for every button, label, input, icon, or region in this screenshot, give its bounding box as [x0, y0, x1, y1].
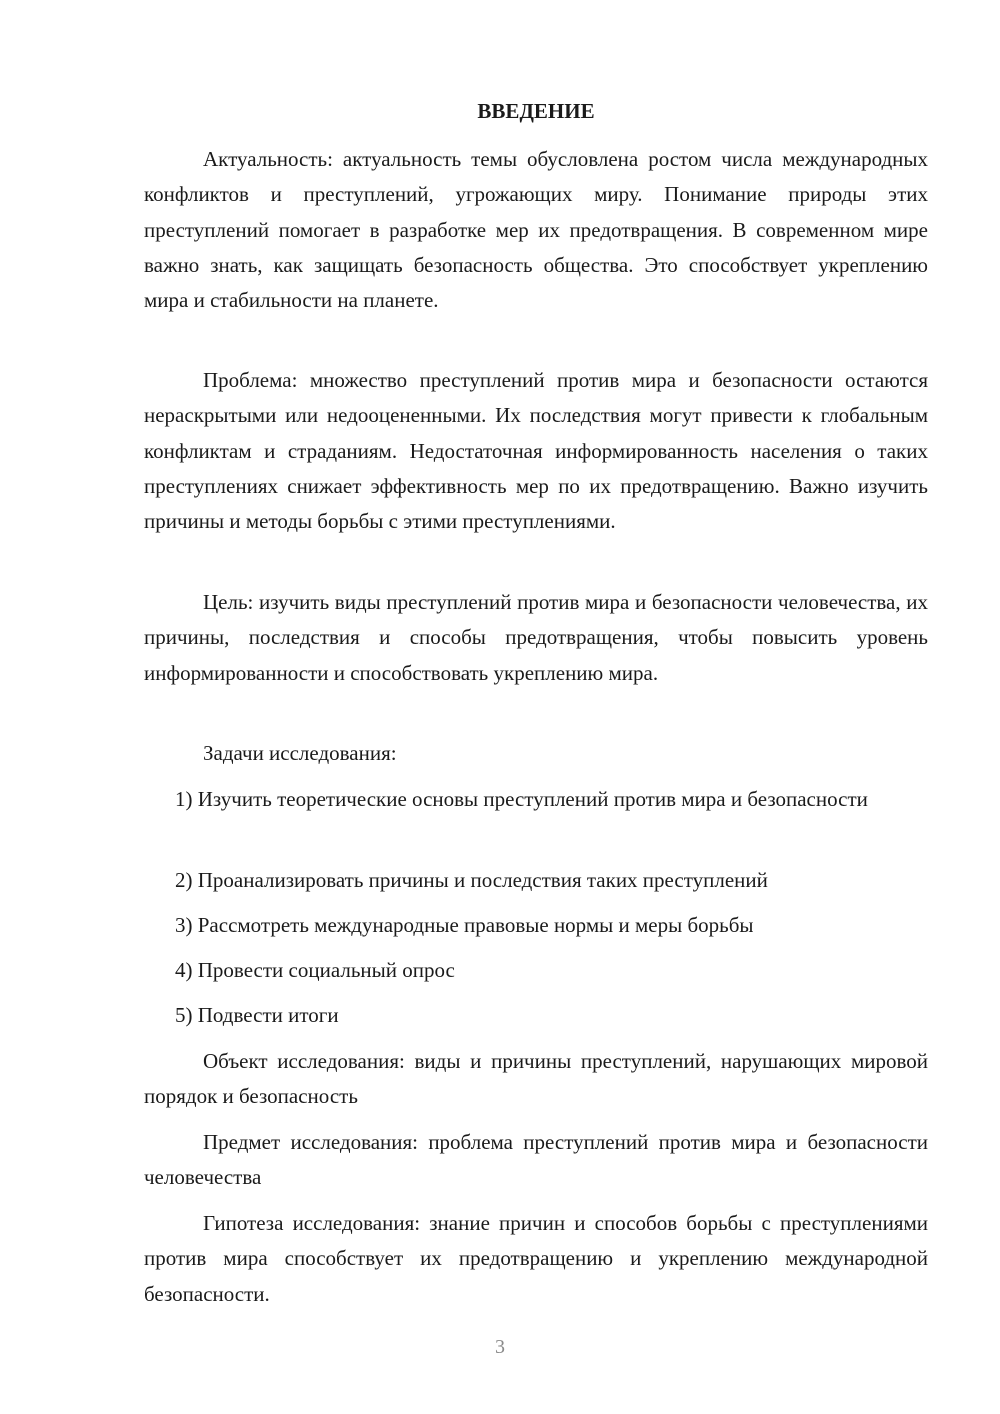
task-item: 5) Подвести итоги	[175, 1003, 339, 1027]
tasks-heading: Задачи исследования:	[203, 741, 397, 765]
task-item: 1) Изучить теоретические основы преступлений против мира и безопасности	[175, 787, 868, 811]
task-item: 4) Провести социальный опрос	[175, 958, 455, 982]
task-item: 2) Проанализировать причины и последствия таких преступлений	[175, 868, 768, 892]
goal-paragraph: Цель: изучить виды преступлений против мира и безопасности человечества, их причины, последствия и способы предотвращения, чтобы повысить уровень информированности и способствовать укреплению мира.	[144, 590, 928, 685]
section-title: ВВЕДЕНИЕ	[477, 99, 595, 123]
task-item: 3) Рассмотреть международные правовые нормы и меры борьбы	[175, 913, 754, 937]
relevance-paragraph: Актуальность: актуальность темы обусловлена ростом числа международных конфликтов и преступлений, угрожающих миру. Понимание природы этих преступлений помогает в разработке мер их предотвращения. В современном мире важно знать, как защищать безопасность общества. Это способствует укреплению мира и стабильности на планете.	[144, 147, 928, 313]
object-paragraph: Объект исследования: виды и причины преступлений, нарушающих мировой порядок и безопасность	[144, 1049, 928, 1109]
hypothesis-paragraph: Гипотеза исследования: знание причин и способов борьбы с преступлениями против мира способствует их предотвращению и укреплению международной безопасности.	[144, 1211, 928, 1306]
subject-paragraph: Предмет исследования: проблема преступлений против мира и безопасности человечества	[144, 1130, 928, 1190]
problem-paragraph: Проблема: множество преступлений против мира и безопасности остаются нераскрытыми или недооцененными. Их последствия могут привести к глобальным конфликтам и страданиям. Недостаточная информированность населения о таких преступлениях снижает эффективность мер по их предотвращению. Важно изучить причины и методы борьбы с этими преступлениями.	[144, 368, 928, 534]
page-number: 3	[495, 1336, 505, 1358]
